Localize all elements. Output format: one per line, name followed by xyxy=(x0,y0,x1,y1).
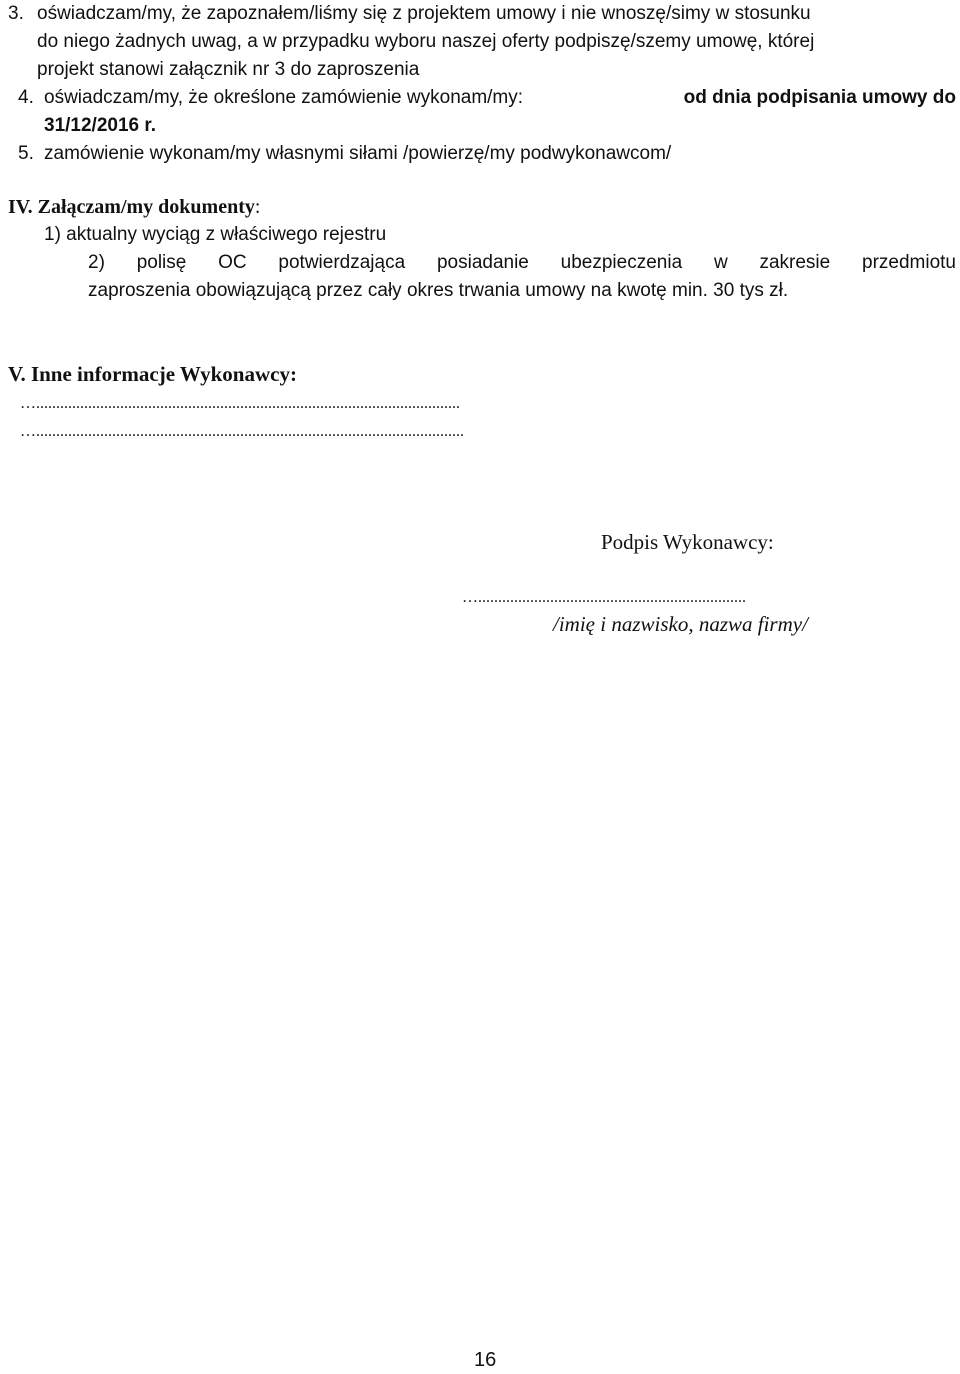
section-iv-heading xyxy=(8,193,260,221)
list-item-3-number: 3. xyxy=(8,3,24,24)
section-v-heading: V. Inne informacje Wykonawcy: xyxy=(8,362,297,386)
document-item-2-line1 xyxy=(88,249,956,277)
signature-dots: …................................................................... xyxy=(462,589,746,606)
section-v-dots-line-1: ….......................................................................................................... xyxy=(20,395,460,412)
section-iv-title: Załączam/my dokumenty xyxy=(37,196,255,218)
list-item-3-line1: oświadczam/my, że zapoznałem/liśmy się z projektem umowy i nie wnoszę/simy w stosunku xyxy=(37,3,811,24)
list-item-4-number: 4. xyxy=(18,87,34,108)
list-item-4-date: 31/12/2016 r. xyxy=(44,115,156,136)
signature-label: Podpis Wykonawcy: xyxy=(601,530,774,554)
list-item-3-line2: do niego żadnych uwag, a w przypadku wyboru naszej oferty podpiszę/szemy umowę, której xyxy=(37,31,815,52)
list-item-5-text: zamówienie wykonam/my własnymi siłami /powierzę/my podwykonawcom/ xyxy=(44,143,672,164)
list-item-4-text: oświadczam/my, że określone zamówienie wykonam/my: xyxy=(44,87,524,108)
section-iv-numeral: IV. xyxy=(8,196,33,218)
list-item-5-number: 5. xyxy=(18,143,34,164)
list-item-4-line1 xyxy=(44,84,956,112)
signature-caption: /imię i nazwisko, nazwa firmy/ xyxy=(553,612,808,636)
document-item-2-line1-text: 2) polisę OC potwierdzająca posiadanie ubezpieczenia w zakresie przedmiotu xyxy=(88,252,956,273)
list-item-4-bold-text: od dnia podpisania umowy do xyxy=(683,87,956,108)
section-v-dots-line-2: …........................................................................................................... xyxy=(20,423,464,440)
list-item-3-line3: projekt stanowi załącznik nr 3 do zaproszenia xyxy=(37,59,420,80)
document-item-1: 1) aktualny wyciąg z właściwego rejestru xyxy=(44,224,387,245)
section-iv-colon: : xyxy=(254,196,261,218)
document-item-2-line2: zaproszenia obowiązującą przez cały okres trwania umowy na kwotę min. 30 tys zł. xyxy=(88,280,789,301)
page-number: 16 xyxy=(474,1349,497,1371)
